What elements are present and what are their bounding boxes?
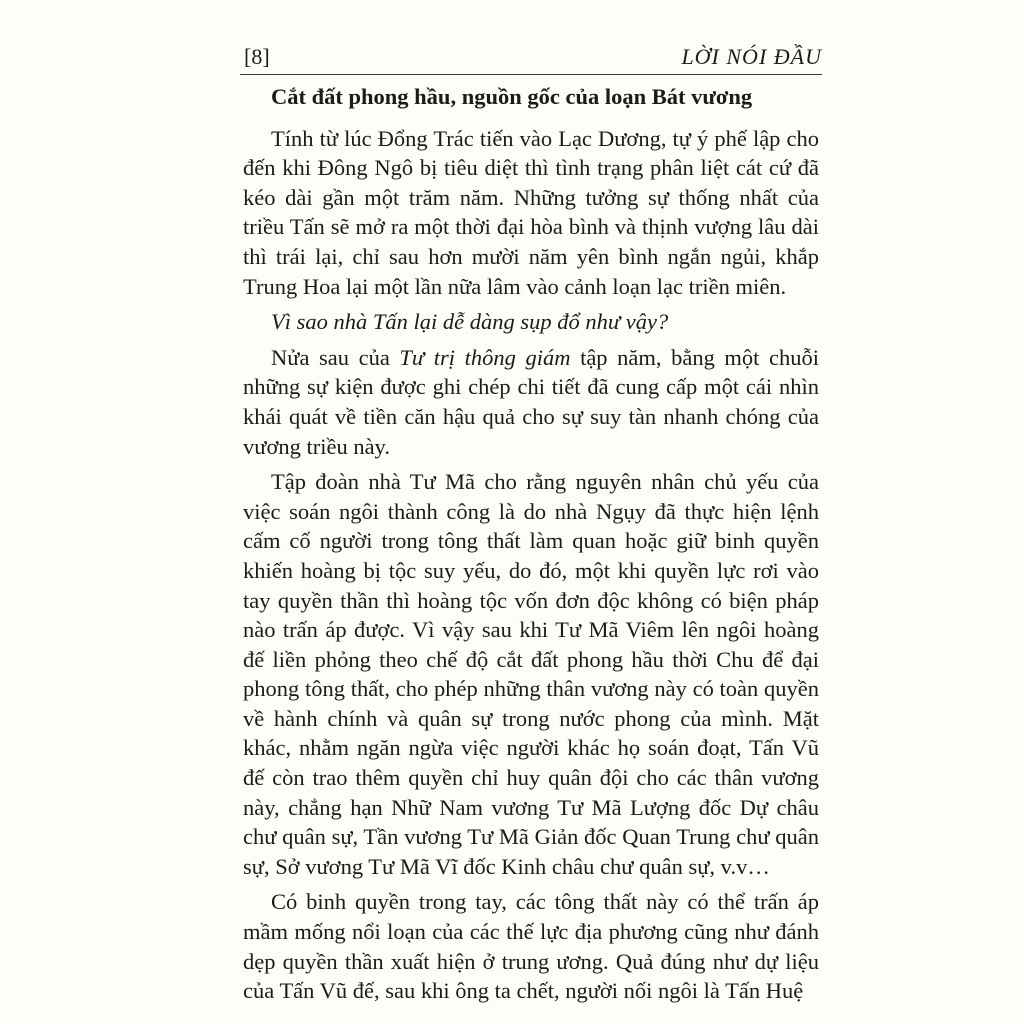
paragraph-question: Vì sao nhà Tấn lại dễ dàng sụp đổ như vậy? [271,309,669,335]
page-body [243,82,819,1012]
paragraph-3-lead: Nửa sau của [271,344,400,370]
paragraph-3-rest: tập năm, bằng một chuỗi những sự kiện được ghi chép chi tiết đã cung cấp một cái nhìn khái quát về tiền căn hậu quả cho sự suy tàn nhanh chóng của vương triều này. [243,344,820,459]
paragraph-5: Có binh quyền trong tay, các tông thất này có thể trấn áp mầm mống nổi loạn của các thế lực địa phương cũng như đánh dẹp quyền thần xuất hiện ở trung ương. Quả đúng như dự liệu của Tấn Vũ đế, sau khi ông ta chết, người nối ngôi là Tấn Huệ [243,889,819,1004]
paragraph-4: Tập đoàn nhà Tư Mã cho rằng nguyên nhân chủ yếu của việc soán ngôi thành công là do nhà Ngụy đã thực hiện lệnh cấm cố người trong tông thất làm quan hoặc giữ binh quyền khiến hoàng bị tộc suy yếu, do đó, một khi quyền lực rơi vào tay quyền thần thì hoàng tộc vốn đơn độc không có biện pháp nào trấn áp được. Vì vậy sau khi Tư Mã Viêm lên ngôi hoàng đế liền phỏng theo chế độ cắt đất phong hầu thời Chu để đại phong tông thất, cho phép những thân vương này có toàn quyền về hành chính và quân sự trong nước phong của mình. Mặt khác, nhằm ngăn ngừa việc người khác họ soán đoạt, Tấn Vũ đế còn trao thêm quyền chỉ huy quân đội cho các thân vương này, chẳng hạn Nhữ Nam vương Tư Mã Lượng đốc Dự châu chư quân sự, Tần vương Tư Mã Giản đốc Quan Trung chư quân sự, Sở vương Tư Mã Vĩ đốc Kinh châu chư quân sự, v.v… [243,469,819,879]
page-number: [8] [244,44,270,69]
running-head: LỜI NÓI ĐẦU [681,44,822,69]
section-heading: Cắt đất phong hầu, nguồn gốc của loạn Bát vương [271,84,753,109]
page-header [240,42,822,72]
book-title: Tư trị thông giám [399,344,571,370]
paragraph-1: Tính từ lúc Đổng Trác tiến vào Lạc Dương, tự ý phế lập cho đến khi Đông Ngô bị tiêu diệt thì tình trạng phân liệt cát cứ đã kéo dài gần một trăm năm. Những tưởng sự thống nhất của triều Tấn sẽ mở ra một thời đại hòa bình và thịnh vượng lâu dài thì trái lại, chỉ sau hơn mười năm yên bình ngắn ngủi, khắp Trung Hoa lại một lần nữa lâm vào cảnh loạn lạc triền miên. [243,125,819,299]
paragraph-3 [243,343,819,461]
header-rule [240,74,822,75]
